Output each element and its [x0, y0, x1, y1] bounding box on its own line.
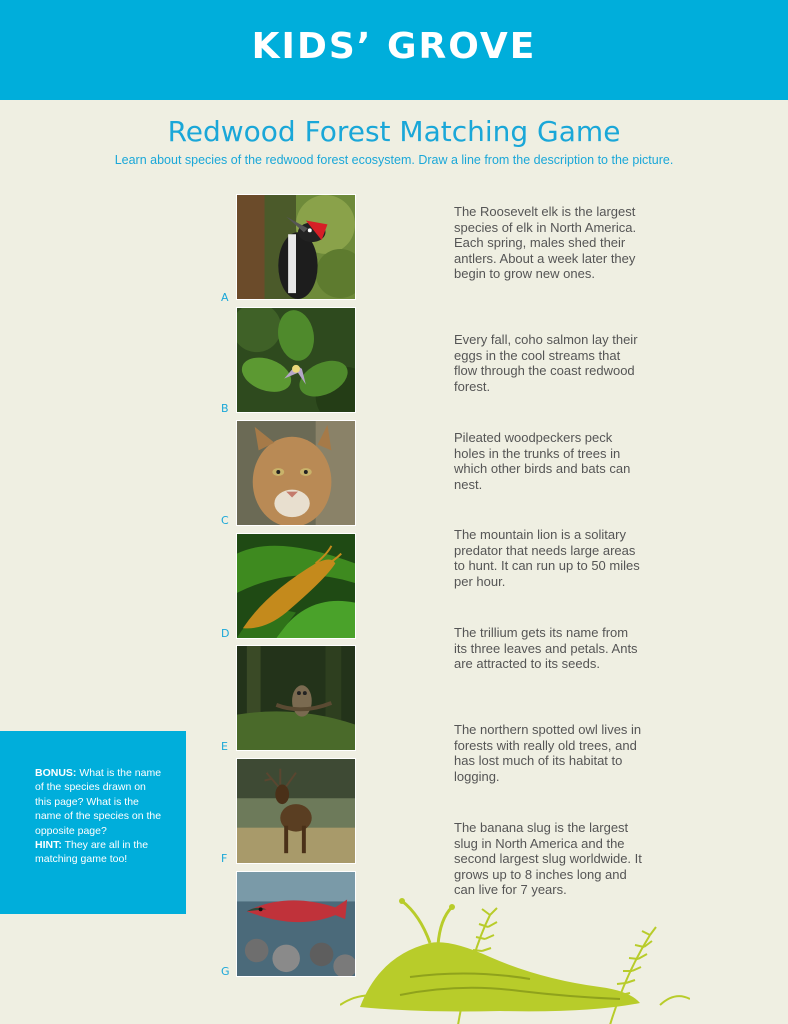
hint-text: They are all in the matching game too!	[35, 839, 149, 866]
bonus-question: What is the name of the species drawn on this page? What is the name of the species on the opposite page?	[35, 767, 162, 837]
bonus-label: BONUS:	[35, 767, 77, 779]
description-coho-salmon: Every fall, coho salmon lay their eggs in the cool streams that flow through the coast redwood forest.	[454, 332, 638, 394]
page-title: Redwood Forest Matching Game	[167, 115, 621, 148]
header-banner	[0, 0, 788, 100]
description-woodpecker: Pileated woodpeckers peck holes in the trunks of trees in which other birds and bats can nest.	[454, 430, 631, 492]
bonus-text	[35, 766, 165, 867]
picture-e-letter: E	[221, 740, 228, 753]
picture-d-banana-slug[interactable]	[236, 533, 356, 639]
description-banana-slug: The banana slug is the largest slug in North America and the second largest slug worldwide. It grows up to 8 inches long and can live for 7 years.	[454, 820, 642, 898]
picture-e-spotted-owl[interactable]	[236, 645, 356, 751]
bonus-box	[0, 731, 186, 914]
picture-b-trillium[interactable]	[236, 307, 356, 413]
picture-f-elk[interactable]	[236, 758, 356, 864]
picture-b-letter: B	[221, 402, 229, 415]
picture-f-letter: F	[221, 852, 228, 865]
picture-a-letter: A	[221, 291, 229, 304]
page-subtitle: Learn about species of the redwood forest ecosystem. Draw a line from the description to the picture.	[114, 153, 674, 167]
picture-d-letter: D	[221, 627, 230, 640]
description-trillium: The trillium gets its name from its three leaves and petals. Ants are attracted to its seeds.	[454, 625, 638, 672]
picture-c-mountain-lion[interactable]	[236, 420, 356, 526]
brand-title: KIDS’ GROVE	[251, 26, 537, 67]
description-elk: The Roosevelt elk is the largest species of elk in North America. Each spring, males shed their antlers. About a week later they begin to grow new ones.	[454, 204, 637, 282]
picture-c-letter: C	[221, 514, 229, 527]
banana-slug-illustration	[340, 895, 690, 1024]
picture-g-letter: G	[221, 965, 230, 978]
picture-g-salmon[interactable]	[236, 871, 356, 977]
description-mountain-lion: The mountain lion is a solitary predator that needs large areas to hunt. It can run up to 50 miles per hour.	[454, 527, 640, 589]
description-spotted-owl: The northern spotted owl lives in forests with really old trees, and has lost much of its habitat to logging.	[454, 722, 642, 784]
picture-a-woodpecker[interactable]	[236, 194, 356, 300]
hint-label: HINT:	[35, 839, 62, 852]
